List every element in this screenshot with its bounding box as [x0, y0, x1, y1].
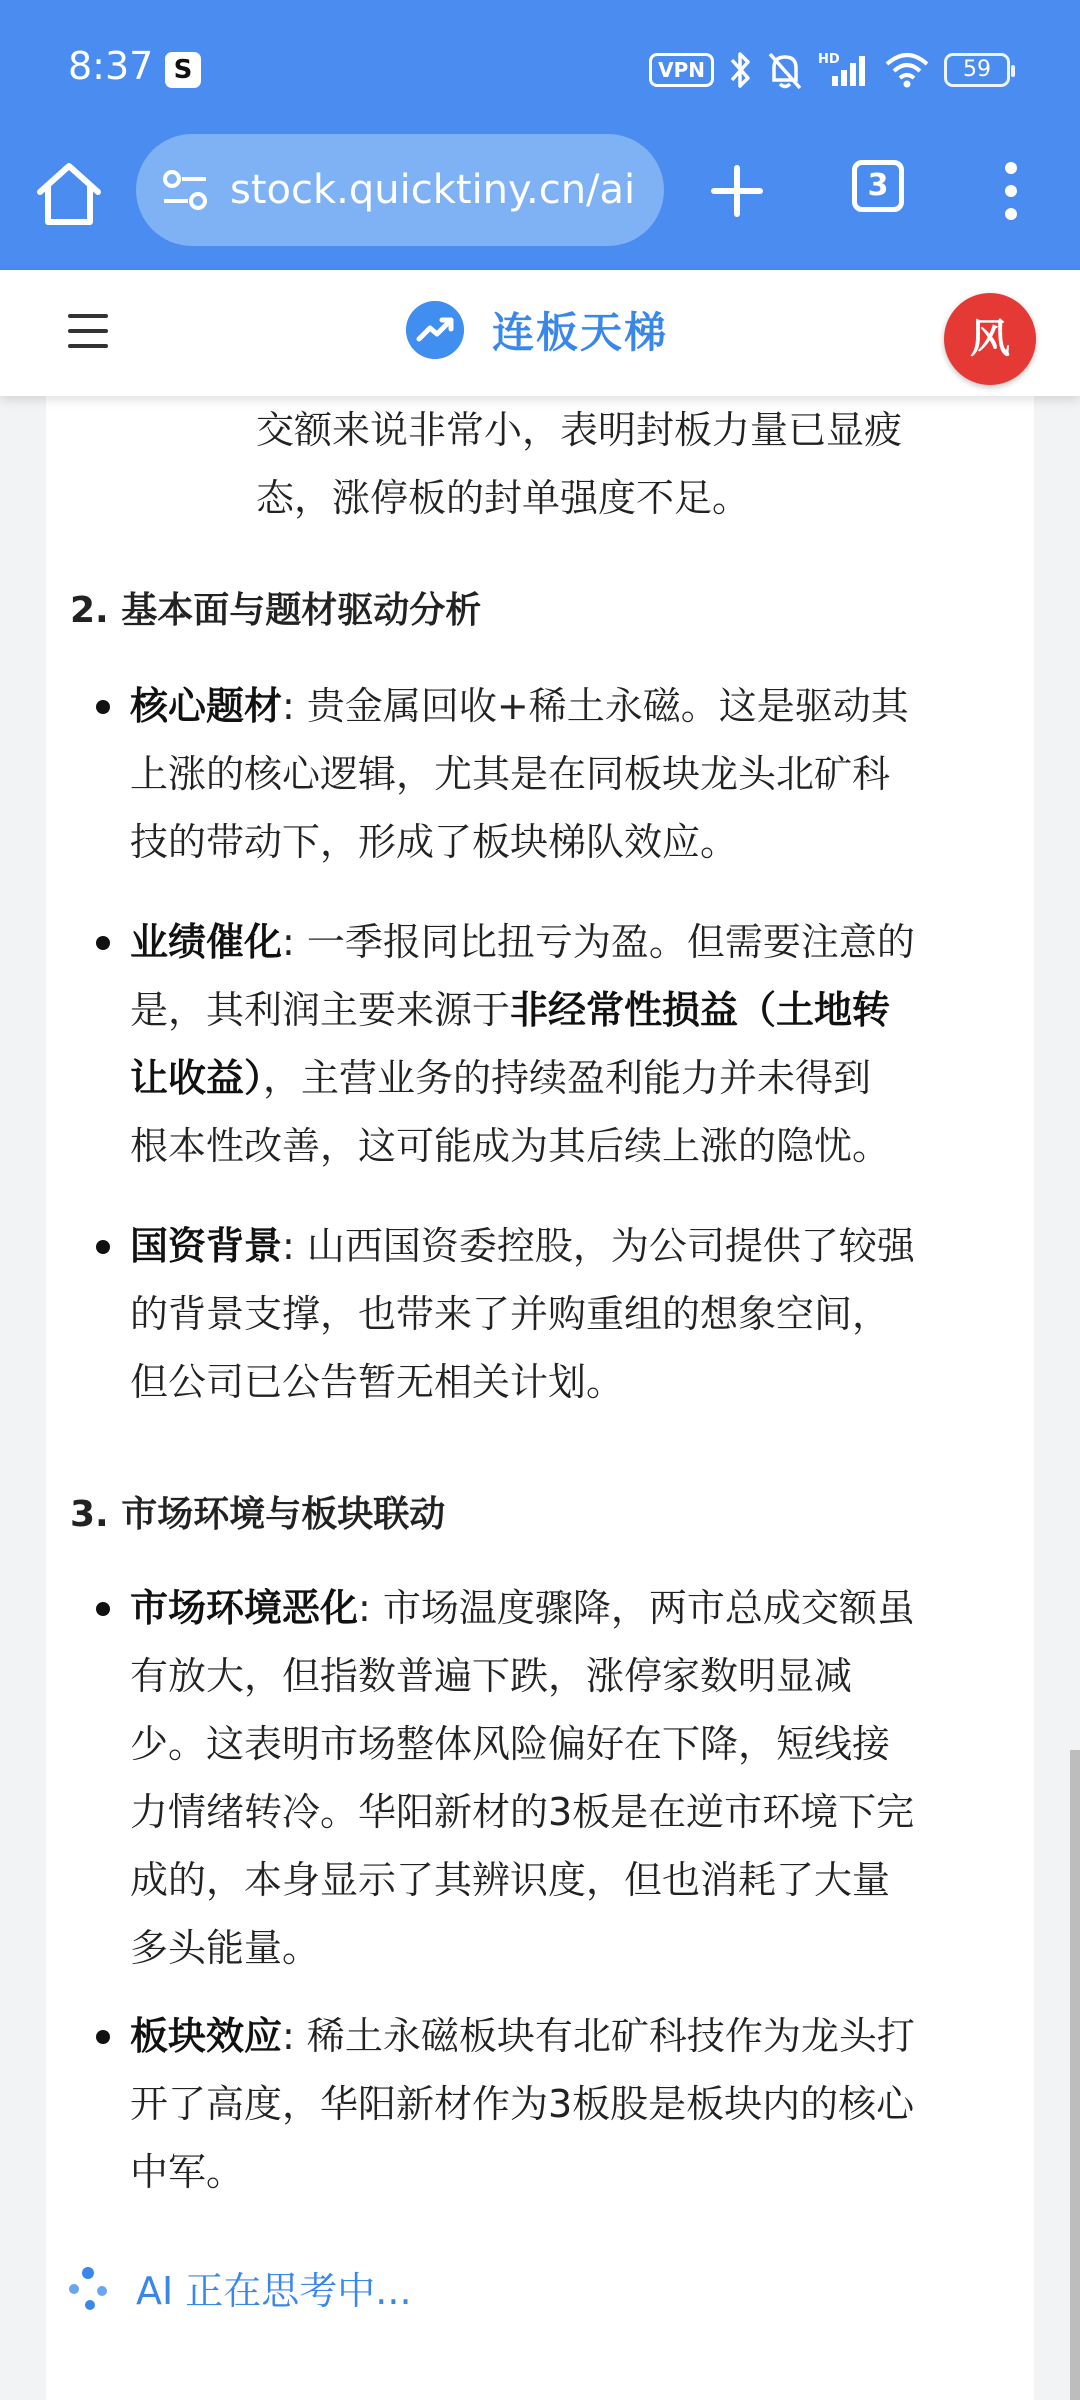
address-bar[interactable] [136, 134, 664, 246]
user-avatar[interactable]: 风 [944, 293, 1036, 385]
wifi-icon [884, 50, 930, 90]
thinking-text: AI 正在思考中... [136, 2269, 412, 2313]
bullet-label: 国资背景 [130, 1224, 283, 1268]
continued-text [256, 396, 1026, 532]
status-time: 8:37 [68, 44, 154, 88]
text-line: 交额来说非常小，表明封板力量已显疲 [256, 408, 903, 452]
text-line: 上涨的核心逻辑，尤其是在同板块龙头北矿科 [130, 752, 891, 796]
bold-phrase: 让收益） [130, 1056, 264, 1100]
text-line: 根本性改善，这可能成为其后续上涨的隐忧。 [130, 1124, 891, 1168]
text-line: : 山西国资委控股，为公司提供了较强 [282, 1224, 915, 1268]
vpn-icon: VPN [649, 53, 714, 87]
bold-phrase: 非经常性损益（土地转 [510, 988, 891, 1032]
bullet-label: 核心题材 [130, 684, 283, 728]
text-line: : 市场温度骤降，两市总成交额虽 [358, 1586, 915, 1630]
text-line: 开了高度，华阳新材作为3板股是板块内的核心 [130, 2082, 915, 2126]
signal-icon [818, 50, 870, 90]
scrollbar[interactable] [1070, 1750, 1080, 2400]
site-header [0, 270, 1080, 396]
text-line: 但公司已公告暂无相关计划。 [130, 1360, 625, 1404]
hamburger-menu-icon[interactable] [68, 314, 108, 350]
loading-dots-icon [66, 2265, 116, 2311]
text-line: ，主营业务的持续盈利能力并未得到 [263, 1056, 872, 1100]
status-bar [0, 0, 1080, 140]
list-item-earnings [130, 908, 1034, 1180]
text-line: 中军。 [130, 2150, 245, 2194]
text-line: : 稀土永磁板块有北矿科技作为龙头打 [282, 2014, 915, 2058]
browser-chrome [0, 0, 1080, 270]
list-item-sector-effect [130, 2002, 1034, 2206]
bullet-label: 板块效应 [130, 2014, 283, 2058]
text-line: : 一季报同比扭亏为盈。但需要注意的 [282, 920, 915, 964]
status-icons [649, 48, 1010, 92]
svg-text:HD: HD [818, 52, 840, 67]
section-heading-2: 2. 基本面与题材驱动分析 [70, 590, 482, 631]
text-line: 的背景支撑，也带来了并购重组的想象空间， [130, 1292, 891, 1336]
list-item-state-background [130, 1212, 1034, 1416]
text-line: 态，涨停板的封单强度不足。 [256, 476, 751, 520]
bluetooth-icon [728, 50, 752, 90]
text-line: 是，其利润主要来源于 [130, 988, 511, 1032]
url-text[interactable]: stock.quicktiny.cn/ai [230, 167, 636, 213]
battery-indicator: 59 [944, 53, 1010, 87]
mute-bell-icon [766, 50, 804, 90]
bullet-label: 市场环境恶化 [130, 1586, 359, 1630]
list-item-market-environment [130, 1574, 1034, 1982]
bullet-label: 业绩催化 [130, 920, 283, 964]
section-heading-3: 3. 市场环境与板块联动 [70, 1494, 446, 1535]
text-line: : 贵金属回收+稀土永磁。这是驱动其 [282, 684, 909, 728]
ai-thinking-indicator [66, 2260, 412, 2315]
trending-up-logo-icon [406, 301, 464, 359]
browser-toolbar [0, 130, 1080, 250]
ai-analysis-content [46, 396, 1034, 2400]
home-icon[interactable] [30, 156, 108, 234]
text-line: 成的，本身显示了其辨识度，但也消耗了大量 [130, 1858, 891, 1902]
text-line: 有放大，但指数普遍下跌，涨停家数明显减 [130, 1654, 853, 1698]
site-settings-icon[interactable] [158, 163, 212, 217]
more-menu-icon[interactable] [986, 154, 1036, 228]
site-brand[interactable] [406, 300, 668, 360]
site-title: 连板天梯 [492, 308, 669, 357]
text-line: 少。这表明市场整体风险偏好在下降，短线接 [130, 1722, 891, 1766]
notification-app-icon: S [165, 52, 201, 88]
text-line: 力情绪转冷。华阳新材的3板是在逆市环境下完 [130, 1790, 915, 1834]
text-line: 多头能量。 [130, 1926, 321, 1970]
list-item-core-theme [130, 672, 1034, 876]
new-tab-icon[interactable] [700, 154, 774, 228]
text-line: 技的带动下，形成了板块梯队效应。 [130, 820, 739, 864]
tab-switcher-button[interactable]: 3 [852, 160, 904, 212]
